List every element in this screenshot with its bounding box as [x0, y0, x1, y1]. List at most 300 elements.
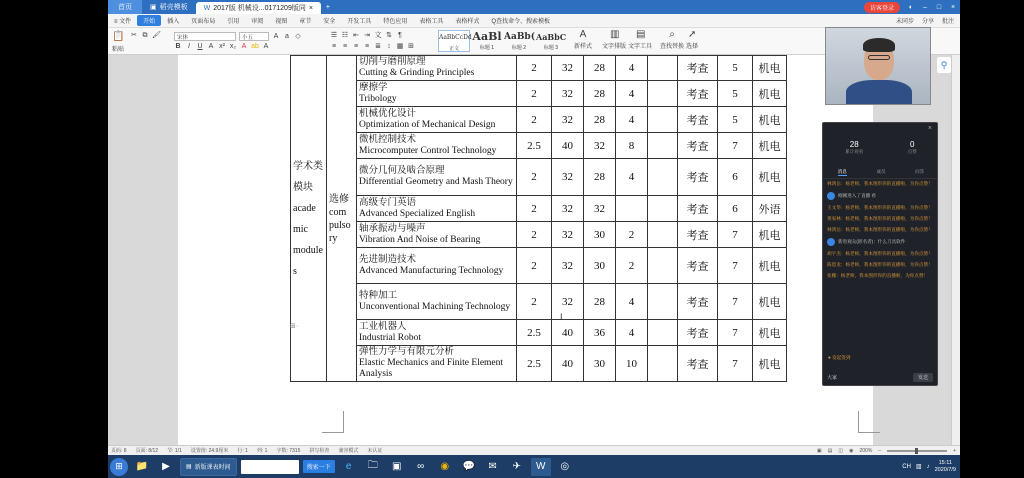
text-layout-label: 文字排版 [602, 44, 627, 50]
command-search[interactable]: Q查找命令、搜索模板 [491, 19, 551, 25]
presenter-body [846, 80, 912, 105]
cell-semester[interactable]: 7 [718, 133, 753, 159]
cell-exam[interactable]: 考查 [678, 222, 718, 248]
paste-label: 粘贴 [112, 47, 125, 53]
user-avatar-icon [827, 192, 835, 200]
cell-exam[interactable]: 考查 [678, 107, 718, 133]
cell-lab[interactable]: 2 [616, 222, 648, 248]
table-row [291, 159, 787, 196]
course-name-cell[interactable] [357, 159, 517, 196]
chat-tab-messages[interactable]: 消息 [837, 169, 847, 174]
cell-lab[interactable]: 2 [616, 248, 648, 284]
table-row [291, 248, 787, 284]
tab-home[interactable]: 首页 [108, 0, 142, 14]
chat-message-text: 王文华：杨老师，我本图形你的直播啦，为你点赞！ [827, 205, 933, 210]
menu-insert[interactable]: 插入 [167, 19, 180, 25]
cell-dept[interactable]: 机电 [753, 284, 787, 320]
cell-lecture[interactable]: 36 [584, 320, 616, 346]
subscript-icon[interactable]: x₂ [229, 43, 237, 50]
chat-message-text: 林鸿岳：杨老师，我本图形你的直播啦，为你点赞！ [827, 181, 933, 186]
online-count: 28 [849, 140, 859, 149]
superscript-icon[interactable]: x² [219, 43, 225, 50]
justify-icon[interactable]: ≡ [364, 43, 370, 50]
online-label: 累计观看 [845, 149, 864, 154]
chat-message-text: 张娜：杨老师，我本图形你的直播啦，为你点赞！ [827, 273, 929, 278]
italic-icon[interactable]: I [188, 43, 190, 50]
paragraph-handle-icon[interactable]: ⊞· [290, 323, 299, 330]
taskbar-app-link-icon[interactable]: ∞ [417, 461, 425, 472]
table-row [291, 320, 787, 346]
course-type-line: 选修 [329, 193, 349, 205]
course-name-cell[interactable] [357, 248, 517, 284]
new-style-icon: A [579, 29, 587, 40]
cell-semester[interactable]: 6 [718, 159, 753, 196]
cell-lecture[interactable]: 30 [584, 222, 616, 248]
tab-close-icon[interactable]: × [308, 4, 313, 12]
minimize-icon[interactable]: – [923, 3, 927, 11]
course-type-line: pulso [329, 219, 351, 231]
cell-other[interactable] [648, 56, 678, 81]
chat-close-icon[interactable]: × [927, 125, 932, 132]
cell-credit[interactable]: 2 [517, 56, 552, 81]
taskbar-search-button[interactable]: 搜索一下 [303, 460, 335, 473]
tab-docer-templates[interactable] [142, 0, 196, 14]
menu-security[interactable]: 安全 [323, 19, 336, 25]
menu-bar [108, 14, 960, 28]
status-spellcheck[interactable]: 拼写检查 [309, 448, 330, 454]
font-name-value: 宋体 [177, 34, 189, 41]
cell-lab[interactable]: 4 [616, 56, 648, 81]
cell-semester[interactable]: 7 [718, 346, 753, 382]
bold-icon[interactable]: B [175, 43, 181, 50]
cell-lab[interactable]: 8 [616, 133, 648, 159]
chat-message [827, 205, 935, 211]
maximize-icon[interactable]: □ [936, 3, 942, 11]
clear-format-icon[interactable]: ◇ [295, 32, 301, 40]
style-normal[interactable] [438, 30, 470, 52]
menu-developer[interactable]: 开发工具 [347, 19, 372, 25]
cell-other[interactable] [648, 222, 678, 248]
category-line: s [293, 265, 297, 277]
presenter-glasses [868, 55, 890, 60]
status-position: 设置值: 24.9厘米 [190, 448, 229, 454]
taskbar-app-explorer-icon[interactable]: 📁 [135, 461, 149, 472]
cell-credit[interactable]: 2.5 [517, 346, 552, 382]
clock-date: 2020/7/9 [934, 466, 956, 473]
menu-section[interactable]: 章节 [299, 19, 312, 25]
user-avatar-icon [827, 238, 835, 246]
cell-lecture[interactable]: 28 [584, 107, 616, 133]
course-name-cn: 弹性力学与有限元分析 [359, 347, 455, 357]
cell-exam[interactable]: 考查 [678, 320, 718, 346]
vertical-scrollbar[interactable] [951, 55, 960, 453]
volume-icon[interactable]: ♪ [926, 463, 930, 470]
category-line: acade [293, 202, 316, 214]
cell-semester[interactable]: 7 [718, 222, 753, 248]
cell-credit[interactable]: 2 [517, 248, 552, 284]
web-view-icon[interactable]: ◫ [838, 447, 844, 454]
course-name-en: Advanced Manufacturing Technology [359, 265, 504, 276]
menu-view[interactable]: 视图 [275, 19, 288, 25]
document-page[interactable] [178, 55, 873, 453]
chat-message-text: 陈恩龙：杨老师，我本图形你的直播啦，为你点赞！ [827, 262, 933, 267]
taskbar-clock[interactable] [935, 460, 956, 474]
likes-label: 点赞 [907, 149, 917, 154]
cell-lab[interactable]: 4 [616, 107, 648, 133]
taskbar-app-record-icon[interactable]: ◎ [560, 461, 570, 472]
chat-message-text: 林鸿岳：杨老师，我本图形你的直播啦，为你点赞！ [827, 227, 933, 232]
chat-message-list[interactable] [827, 181, 935, 284]
chat-tab-members[interactable]: 成员 [876, 169, 886, 174]
cell-dept[interactable]: 机电 [753, 81, 787, 107]
guest-login-button[interactable]: 访客登录 [864, 2, 900, 13]
cell-hours[interactable]: 32 [552, 107, 584, 133]
cell-exam[interactable]: 考查 [678, 159, 718, 196]
cell-other[interactable] [648, 320, 678, 346]
cell-credit[interactable]: 2 [517, 107, 552, 133]
skin-icon[interactable]: ◐ [908, 3, 914, 11]
underline-icon[interactable]: U [197, 43, 203, 50]
chat-tab-qa[interactable]: 问答 [915, 169, 925, 174]
course-name-cn: 微机控制技术 [359, 134, 417, 145]
zoom-slider-knob[interactable] [915, 448, 918, 454]
paste-button[interactable] [112, 31, 124, 53]
chat-message [827, 227, 935, 233]
course-name-cn: 特种加工 [359, 290, 398, 301]
search-icon: ⌕ [669, 29, 675, 40]
cell-dept[interactable]: 外语 [753, 196, 787, 222]
cell-exam[interactable]: 考查 [678, 133, 718, 159]
chat-message [827, 262, 935, 268]
new-style-label: 新样式 [574, 44, 593, 50]
clock-time: 15:11 [938, 459, 952, 466]
taskbar-app-video-icon[interactable]: ▣ [391, 461, 402, 472]
course-name-cn: 工业机器人 [359, 321, 407, 332]
page-margin-mark-left [322, 411, 344, 433]
zoom-in-icon[interactable]: + [953, 447, 956, 454]
course-name-cell[interactable] [357, 133, 517, 159]
cell-semester[interactable]: 5 [718, 107, 753, 133]
taskbar-app-wps-icon[interactable]: W [531, 458, 551, 476]
align-left-icon[interactable]: ≡ [331, 43, 337, 50]
style-heading-2-label: 标题 2 [511, 45, 527, 51]
status-compat-mode: 兼容模式 [338, 448, 359, 454]
font-size-select[interactable] [239, 32, 269, 41]
cell-credit[interactable]: 2.5 [517, 320, 552, 346]
check-in-label: 发起签到 [832, 355, 851, 360]
table-row [291, 107, 787, 133]
cell-other[interactable] [648, 346, 678, 382]
line-spacing-icon[interactable]: ↕ [387, 43, 391, 50]
start-button[interactable]: ⊞ [110, 458, 128, 476]
style-heading-3-label: 标题 3 [543, 45, 559, 51]
cell-dept[interactable]: 机电 [753, 107, 787, 133]
menu-file[interactable]: ≡ 文件 [114, 19, 132, 25]
cell-lab[interactable]: 4 [616, 159, 648, 196]
course-name-cell[interactable] [357, 107, 517, 133]
category-line: 模块 [293, 181, 313, 193]
location-pin-icon[interactable]: ⚲ [937, 57, 951, 73]
cell-hours[interactable]: 32 [552, 56, 584, 81]
cell-semester[interactable]: 5 [718, 56, 753, 81]
ime-indicator[interactable]: CH [902, 463, 911, 470]
style-heading-3[interactable] [536, 30, 566, 52]
course-name-cell[interactable] [357, 320, 517, 346]
chat-message-text: 刚刚进入了直播 看 [838, 193, 877, 198]
table-row [291, 346, 787, 382]
cell-hours[interactable]: 32 [552, 159, 584, 196]
cell-other[interactable] [648, 107, 678, 133]
cell-other[interactable] [648, 81, 678, 107]
shading-icon[interactable]: ▦ [396, 43, 404, 50]
taskbar-window-label: 新版课表时间 [194, 465, 231, 471]
cell-exam[interactable]: 考查 [678, 248, 718, 284]
tab-document[interactable] [196, 2, 321, 14]
chat-message [827, 251, 935, 257]
chat-send-button[interactable]: 发送 [913, 373, 933, 382]
cell-dept[interactable]: 机电 [753, 56, 787, 81]
status-bar [108, 445, 960, 455]
cell-credit[interactable]: 2 [517, 284, 552, 320]
shrink-font-icon[interactable]: a [285, 32, 289, 40]
course-name-cell[interactable] [357, 196, 517, 222]
cell-exam[interactable]: 考查 [678, 284, 718, 320]
cell-hours[interactable]: 32 [552, 222, 584, 248]
cell-dept[interactable]: 机电 [753, 159, 787, 196]
align-right-icon[interactable]: ≡ [353, 43, 359, 50]
cell-exam[interactable]: 考查 [678, 346, 718, 382]
select-label: 选择 [686, 44, 699, 50]
text-tools-icon: ▤ [636, 29, 646, 40]
text-cursor-icon: I [560, 312, 563, 322]
check-in-button[interactable]: ● 发起签到 [828, 355, 851, 360]
cell-lab[interactable]: 10 [616, 346, 648, 382]
taskbar-app-wechat-icon[interactable]: 💬 [462, 461, 475, 472]
table-row [291, 133, 787, 159]
schedule-window-icon: ▤ [186, 464, 192, 470]
cell-lecture[interactable]: 28 [584, 81, 616, 107]
sort-icon[interactable]: ⇅ [386, 32, 392, 39]
taskbar-search-input[interactable] [241, 460, 299, 474]
format-painter-icon[interactable]: 🖌 [152, 32, 161, 39]
cell-semester[interactable]: 7 [718, 248, 753, 284]
cell-exam[interactable]: 考查 [678, 56, 718, 81]
cell-lab[interactable]: 4 [616, 284, 648, 320]
course-name-cell[interactable] [357, 346, 517, 382]
clipboard-icon: 📋 [112, 31, 125, 42]
close-window-icon[interactable]: × [950, 3, 956, 11]
text-layout-button[interactable] [602, 31, 626, 50]
taskbar-app-chrome-icon[interactable]: ◉ [440, 461, 450, 472]
menu-references[interactable]: 引用 [227, 19, 240, 25]
cell-hours[interactable]: 32 [552, 248, 584, 284]
table-row [291, 196, 787, 222]
status-page-number: 页码: 8 [111, 448, 127, 454]
cell-other[interactable] [648, 196, 678, 222]
course-name-cn: 先进制造技术 [359, 254, 417, 265]
cell-lecture[interactable]: 32 [584, 133, 616, 159]
distribute-icon[interactable]: ≣ [375, 43, 381, 50]
cell-hours[interactable]: 32 [552, 284, 584, 320]
course-type-line: com [329, 206, 347, 218]
taskbar-app-media-icon[interactable]: ▶ [162, 461, 170, 472]
course-name-en: Industrial Robot [359, 332, 422, 343]
course-name-cell[interactable] [357, 56, 517, 81]
cell-hours[interactable]: 32 [552, 196, 584, 222]
sync-status[interactable]: 未同步 [895, 19, 914, 25]
course-name-cell[interactable] [357, 284, 517, 320]
cell-exam[interactable]: 考查 [678, 81, 718, 107]
course-type-line: ry [329, 232, 338, 244]
title-tab-bar [108, 0, 960, 14]
grow-font-icon[interactable]: A [273, 32, 279, 40]
taskbar-app-bird-icon[interactable]: ✈ [512, 461, 521, 472]
chat-message [827, 216, 935, 222]
zoom-out-icon[interactable]: – [878, 447, 882, 454]
cell-hours[interactable]: 40 [552, 346, 584, 382]
course-name-en: Cutting & Grinding Principles [359, 68, 475, 78]
share-button[interactable]: 分享 [921, 19, 934, 25]
webcam-overlay [825, 27, 931, 105]
increase-indent-icon[interactable]: ⇥ [364, 32, 370, 39]
taskbar-window-schedule[interactable] [180, 458, 237, 476]
cell-semester[interactable]: 6 [718, 196, 753, 222]
view-mode-icon[interactable]: ▣ [816, 447, 822, 454]
cell-credit[interactable]: 2 [517, 81, 552, 107]
cell-semester[interactable]: 5 [718, 81, 753, 107]
cell-dept[interactable]: 机电 [753, 346, 787, 382]
module-category-cell[interactable] [291, 56, 327, 382]
style-heading-1-label: 标题 1 [479, 45, 495, 51]
cut-icon[interactable]: ✂ [131, 32, 137, 39]
strikethrough-icon[interactable]: A [208, 43, 214, 50]
cell-dept[interactable]: 机电 [753, 248, 787, 284]
style-heading-2[interactable] [504, 30, 534, 52]
cell-lab[interactable]: 4 [616, 320, 648, 346]
status-word-count[interactable]: 字数: 7315 [276, 448, 301, 454]
cell-lecture[interactable]: 28 [584, 56, 616, 81]
copy-icon[interactable]: ⧉ [142, 32, 148, 39]
read-mode-icon[interactable]: ▤ [827, 447, 833, 454]
numbering-icon[interactable]: ☷ [341, 32, 349, 39]
online-stat [845, 140, 863, 155]
course-name-cn: 摩擦学 [359, 82, 388, 93]
text-tools-label: 文字工具 [628, 44, 653, 50]
course-name-en: Tribology [359, 93, 397, 104]
chat-message-text: 新进观众(匿名者)：什么刀具软件 [838, 239, 906, 244]
comment-button[interactable]: 批注 [941, 19, 954, 25]
status-page-count[interactable]: 页面: 8/12 [135, 448, 159, 454]
text-effect-icon[interactable]: A [263, 43, 269, 50]
taskbar-app-chat-icon[interactable]: ✉ [488, 461, 497, 472]
cell-other[interactable] [648, 159, 678, 196]
cell-lecture[interactable]: 30 [584, 346, 616, 382]
course-name-en: Unconventional Machining Technology [359, 301, 511, 312]
taskbar-app-folder-icon[interactable]: 🗀 [367, 460, 378, 471]
style-heading-1[interactable] [472, 30, 502, 52]
cell-hours[interactable]: 40 [552, 133, 584, 159]
style-heading-3-sample: AaBbC [536, 32, 567, 42]
cell-other[interactable] [648, 133, 678, 159]
cell-credit[interactable]: 2 [517, 196, 552, 222]
zoom-slider[interactable] [887, 450, 947, 452]
show-marks-icon[interactable]: ¶ [398, 32, 402, 39]
cell-credit[interactable]: 2 [517, 159, 552, 196]
course-name-cn: 机械优化设计 [359, 108, 417, 119]
menu-page-layout[interactable]: 页面布局 [191, 19, 216, 25]
new-tab-button[interactable]: + [325, 3, 330, 11]
select-button[interactable] [686, 31, 698, 50]
chat-input-field[interactable]: 大家 [827, 374, 838, 381]
course-name-en: Microcomputer Control Technology [359, 145, 497, 156]
course-name-cn: 微分几何及啮合原理 [359, 166, 445, 176]
chinese-layout-icon[interactable]: 文 [374, 32, 382, 39]
cell-exam[interactable]: 考查 [678, 196, 718, 222]
cell-dept[interactable]: 机电 [753, 133, 787, 159]
find-replace-button[interactable] [660, 31, 684, 50]
cell-semester[interactable]: 7 [718, 320, 753, 346]
cell-dept[interactable]: 机电 [753, 222, 787, 248]
eye-protect-icon[interactable]: ◉ [849, 447, 854, 454]
menu-table-tools[interactable]: 表格工具 [419, 19, 444, 25]
cell-credit[interactable]: 2.5 [517, 133, 552, 159]
course-name-en: Optimization of Mechanical Design [359, 119, 496, 130]
cell-other[interactable] [648, 248, 678, 284]
cell-dept[interactable]: 机电 [753, 320, 787, 346]
menu-home[interactable]: 开始 [137, 15, 161, 26]
cell-lecture[interactable]: 30 [584, 248, 616, 284]
cell-credit[interactable]: 2 [517, 222, 552, 248]
menu-table-style[interactable]: 表格样式 [455, 19, 480, 25]
new-style-button[interactable] [574, 31, 592, 50]
borders-icon[interactable]: ⊞ [408, 43, 414, 50]
course-name-cn: 轴承振动与噪声 [359, 223, 426, 234]
cell-hours[interactable]: 32 [552, 81, 584, 107]
text-layout-icon: ▥ [610, 29, 620, 40]
course-type-cell[interactable] [327, 56, 357, 382]
style-heading-1-sample: AaBl [472, 30, 502, 43]
status-column: 列: 1 [256, 448, 268, 454]
taskbar-app-ie-icon[interactable]: e [345, 461, 352, 472]
cell-lecture[interactable]: 28 [584, 159, 616, 196]
align-center-icon[interactable]: ≡ [342, 43, 348, 50]
chat-message [827, 238, 935, 246]
cell-lecture[interactable]: 32 [584, 196, 616, 222]
cell-lab[interactable]: 4 [616, 81, 648, 107]
network-icon[interactable]: ▥ [915, 464, 922, 470]
cell-hours[interactable]: 40 [552, 320, 584, 346]
menu-review[interactable]: 审阅 [251, 19, 264, 25]
text-tools-button[interactable] [628, 31, 652, 50]
decrease-indent-icon[interactable]: ⇤ [353, 32, 359, 39]
cell-lecture[interactable]: 28 [584, 284, 616, 320]
course-name-cell[interactable] [357, 222, 517, 248]
zoom-level[interactable]: 200% [859, 447, 873, 454]
bullets-icon[interactable]: ☰ [330, 32, 338, 39]
chat-message [827, 192, 935, 200]
highlight-icon[interactable]: ab [251, 43, 259, 50]
cell-lab[interactable] [616, 196, 648, 222]
menu-features[interactable]: 特色应用 [383, 19, 408, 25]
tab-docer-label: 稻壳模板 [159, 4, 188, 11]
cell-other[interactable] [648, 284, 678, 320]
font-name-select[interactable] [174, 32, 236, 41]
chat-message-text: 黄家林：杨老师，我本图形你的直播啦，为你点赞！ [827, 216, 933, 221]
status-certification[interactable]: 未认证 [367, 448, 383, 454]
cell-semester[interactable]: 7 [718, 284, 753, 320]
course-name-cell[interactable] [357, 81, 517, 107]
font-color-icon[interactable]: A [241, 43, 247, 50]
